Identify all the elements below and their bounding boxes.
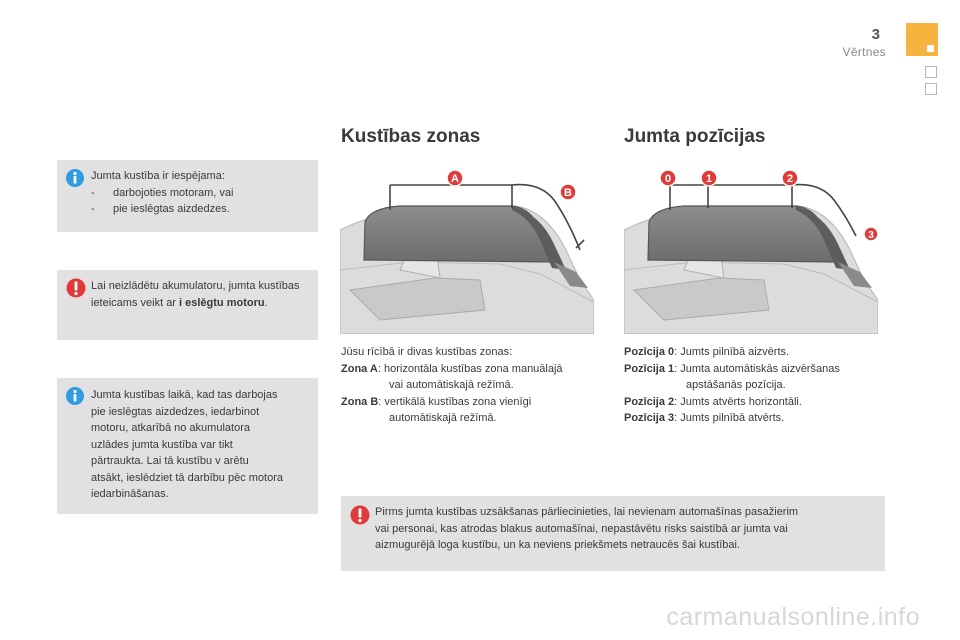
list-item: - darbojoties motoram, vai [91,185,310,202]
warning-note-1-end: . [264,296,268,309]
zone-a-label: A [451,173,459,185]
roof-positions-illustration [624,170,878,334]
info-icon [65,386,85,406]
warning-icon [349,505,371,525]
zones-description [341,344,611,427]
zone-a-key: Zona A [341,362,378,375]
zone-b-desc-cont: automātiskajā režīmā. [389,412,497,424]
position-2-badge [782,170,798,186]
info-note-1-intro: Jumta kustība ir iespējama: [91,170,225,182]
list-item: - pie ieslēgtas aizdedzes. [91,201,310,218]
zone-a-badge [447,170,463,186]
zone-b-entry [341,394,611,411]
position-2-entry [624,394,894,411]
zone-a-desc: : horizontāla kustības zona manuālajā [377,362,563,375]
info-note-1 [57,160,318,232]
text-line: motoru, atkarībā no akumulatora [91,422,250,434]
position-0-badge [660,170,676,186]
watermark: carmanualsonline.info [666,603,920,631]
zone-a-entry [341,361,611,378]
text-line: aizmugurējā loga kustību, un ka neviens priekšmets netraucēs šai kustībai. [375,539,741,551]
position-3-key: Pozīcija 3 [624,412,675,424]
warning-note-1 [57,270,318,340]
position-3-entry [624,410,894,427]
position-0-key: Pozīcija 0 [624,346,675,358]
warning-note-1-bold: i eslēgtu motoru [179,296,265,309]
page-number: 3 [871,26,880,43]
zones-intro: Jūsu rīcībā ir divas kustības zonas: [341,346,513,358]
roof-zones-illustration [340,170,594,334]
position-2-key: Pozīcija 2 [624,395,675,408]
position-1-badge [701,170,717,186]
text-line: vai personai, kas atrodas blakus automašīnai, nepastāvētu risks saistībā ar jumta vai [375,522,788,535]
position-0-label: 0 [664,173,672,185]
text-line: pārtraukta. Lai tā kustību v arētu [91,455,249,467]
positions-description [624,344,894,427]
chapter-tab[interactable] [925,66,937,78]
text-line: Pirms jumta kustības uzsākšanas pārliecinieties, lai nevienam automašīnas pasažierim [375,506,799,518]
position-0-desc: : Jumts pilnībā aizvērts. [674,346,790,358]
position-1-entry [624,361,894,378]
zone-a-desc-cont: vai automātiskajā režīmā. [389,379,514,391]
position-3-label: 3 [868,230,874,241]
zone-b-badge [560,184,576,200]
warning-icon [65,278,87,298]
info-note-1-list [91,185,310,218]
info-note-2 [57,378,318,514]
info-icon [65,168,85,188]
text-line: uzlādes jumta kustība var tikt [91,438,233,451]
text-line: pie ieslēgtas aizdedzes, iedarbinot [91,405,260,418]
position-1-key: Pozīcija 1 [624,362,675,375]
zone-b-key: Zona B [341,395,379,408]
position-3-desc: : Jumts pilnībā atvērts. [674,412,785,424]
warning-note-1-text: Lai neizlādētu akumulatoru, jumta kustības ieteicams veikt ar [91,280,300,309]
text-line: atsākt, ieslēdziet tā darbību pēc motora [91,471,283,484]
chapter-tab[interactable] [925,83,937,95]
zone-b-label: B [564,187,572,199]
position-1-desc: : Jumta automātiskās aizvēršanas [674,362,840,375]
position-2-desc: : Jumts atvērts horizontāli. [674,395,802,408]
zone-b-desc: : vertikālā kustības zona vienīgi [378,395,532,408]
position-1-label: 1 [705,173,713,185]
text-line: Jumta kustības laikā, kad tas darbojas [91,389,278,401]
position-1-desc-cont: apstāšanās pozīcija. [686,379,786,391]
position-3-badge [864,227,878,241]
chapter-tab-active[interactable] [906,23,938,56]
zones-heading: Kustības zonas [341,126,481,147]
position-0-entry [624,344,894,361]
bottom-warning-note [341,496,885,571]
section-title: Vērtnes [842,45,886,59]
positions-heading: Jumta pozīcijas [624,126,766,147]
position-2-label: 2 [786,173,794,185]
text-line: iedarbināšanas. [91,488,169,500]
